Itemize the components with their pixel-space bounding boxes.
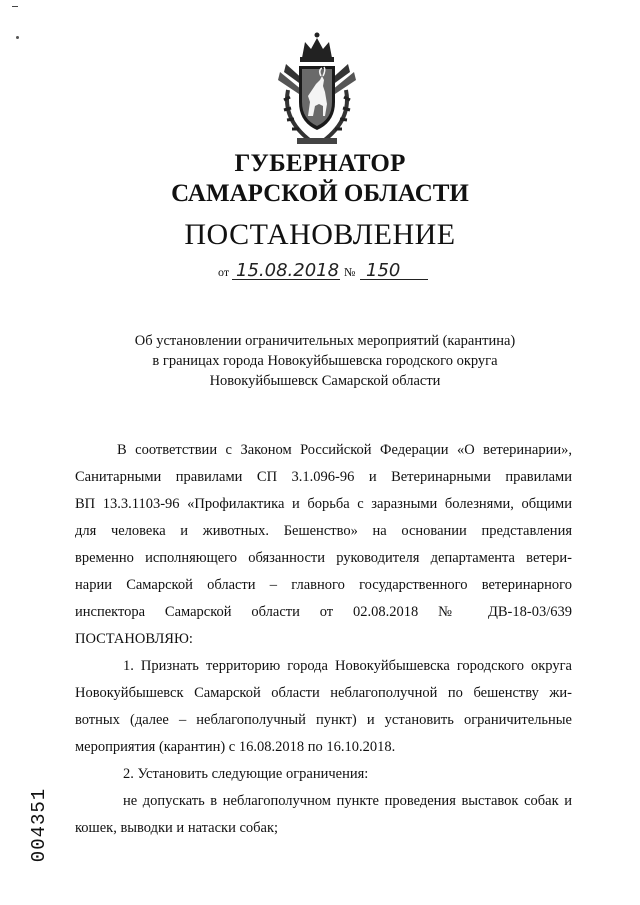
number-value: 150 bbox=[366, 260, 401, 281]
samara-coat-of-arms-icon bbox=[272, 30, 362, 152]
document-body bbox=[75, 437, 572, 842]
body-line: ВП 13.3.1103-96 «Профилактика и борьба с заразными болезнями, общими bbox=[75, 496, 572, 512]
body-line: не допускать в неблагополучном пункте проведения выставок собак и bbox=[123, 793, 572, 809]
issuer-region: САМАРСКОЙ ОБЛАСТИ bbox=[171, 180, 469, 207]
body-line: нарии Самарской области – главного государственного ветеринарного bbox=[75, 577, 572, 593]
scan-mark bbox=[12, 6, 18, 7]
date-number-row bbox=[218, 258, 458, 284]
decree-word: ПОСТАНОВЛЯЮ: bbox=[75, 631, 193, 647]
date-value: 15.08.2018 bbox=[236, 260, 340, 281]
body-line: Новокуйбышевск Самарской области неблагополучной по бешенству жи- bbox=[75, 685, 572, 701]
scan-dot bbox=[16, 36, 19, 39]
body-line: инспектора Самарской области от 02.08.2018 № ДВ-18-03/639 bbox=[75, 604, 572, 620]
subject-line: Об установлении ограничительных мероприятий (карантина) bbox=[134, 333, 516, 349]
document-type: ПОСТАНОВЛЕНИЕ bbox=[184, 218, 456, 251]
body-line: мероприятия (карантин) с 16.08.2018 по 16.10.2018. bbox=[75, 739, 396, 755]
from-label: от bbox=[218, 265, 230, 279]
body-line: временно исполняющего обязанности руководителя департамента ветери- bbox=[75, 550, 572, 566]
document-subject bbox=[90, 331, 560, 391]
body-line: Санитарными правилами СП 3.1.096-96 и Ветеринарными правилами bbox=[75, 469, 572, 485]
body-line: 1. Признать территорию города Новокуйбышевска городского округа bbox=[123, 658, 572, 674]
serial-number-text: 004351 bbox=[28, 787, 50, 863]
subject-line: в границах города Новокуйбышевска городского округа bbox=[152, 353, 498, 369]
subject-line: Новокуйбышевск Самарской области bbox=[209, 373, 441, 389]
body-line: кошек, выводки и натаски собак; bbox=[75, 820, 279, 836]
number-label: № bbox=[344, 265, 356, 279]
issuer-title: ГУБЕРНАТОР bbox=[234, 150, 406, 177]
body-line: 2. Установить следующие ограничения: bbox=[123, 766, 369, 782]
body-line: В соответствии с Законом Российской Федерации «О ветеринарии», bbox=[117, 442, 572, 458]
body-line: вотных (далее – неблагополучный пункт) и установить ограничительные bbox=[75, 712, 572, 728]
side-serial-number bbox=[22, 780, 56, 870]
body-line: для человека и животных. Бешенство» на основании представления bbox=[75, 523, 572, 539]
